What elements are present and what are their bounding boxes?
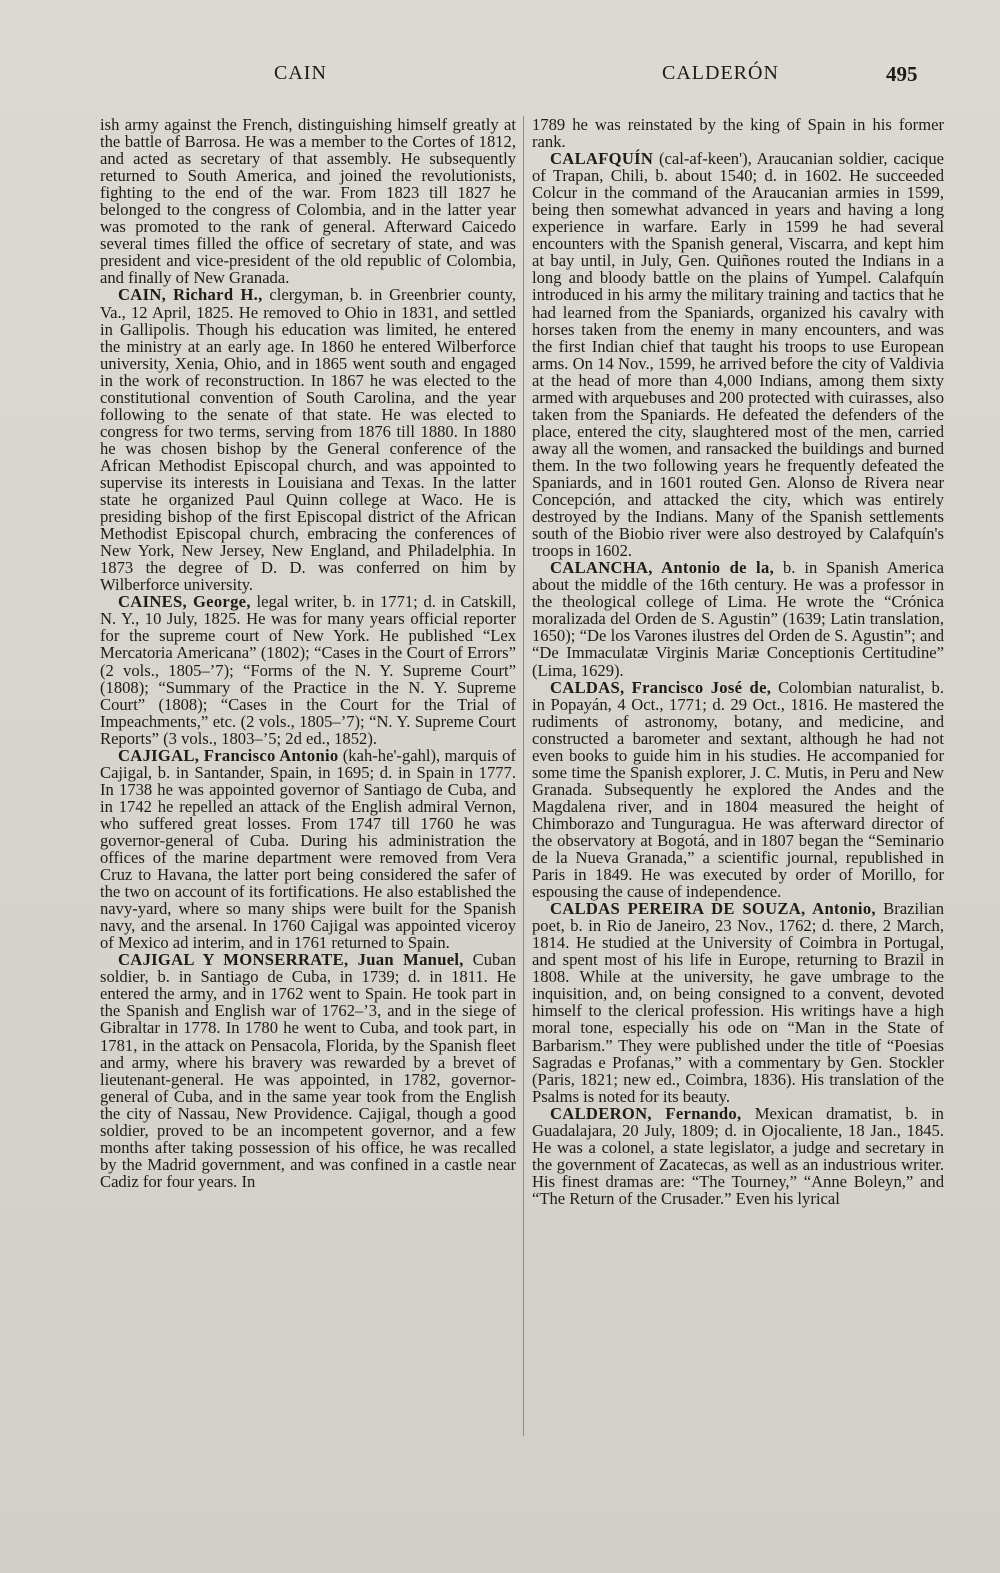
entry-text: Mexican dramatist, b. in Guadalajara, 20 July, 1809; d. in Ojocaliente, 18 Jan., 1845. He was a colonel, a state legislator, a judge and secretary in the government of Zacatecas, as well as an industrious writer. His finest dramas are: “The Tourney,” “Anne Boleyn,” and “The Return of the Crusader.” Even his lyrical xyxy=(532,1103,944,1208)
entry-text: (cal-af-keen'), Araucanian soldier, cacique of Trapan, Chili, b. about 1540; d. in 1602. He succeeded Colcur in the command of the Araucanian armies in 1599, being then somewhat advanced in years and having a long experience in warfare. Early in 1599 he had several encounters with the Spanish general, Viscarra, and kept him at bay until, in July, Gen. Quiñones routed the Indians in a long and bloody battle on the plains of Yumpel. Calafquín introduced in his army the military training and tactics that he had learned from the Spaniards, organized his cavalry with horses taken from the enemy in many encounters, and was the first Indian chief that taught his troops to use European arms. On 14 Nov., 1599, he arrived before the city of Valdivia at the head of more than 4,000 Indians, among them sixty armed with arquebuses and 200 protected with cuirasses, also taken from the Spaniards. He defeated the defenders of the place, entered the city, slaughtered most of the men, carried away all the women, and ransacked the buildings and burned them. In the two following years he frequently defeated the Spaniards, and in 1601 routed Gen. Alonso de Rivera near Concepción, and attacked the city, which was entirely destroyed by the Indians. Many of the Spanish settlements south of the Biobio river were also destroyed by Calafquín's troops in 1602. xyxy=(532,149,944,561)
biography-entry xyxy=(532,150,944,559)
entry-headword: CAINES, George, xyxy=(118,592,251,612)
entry-text: Brazilian poet, b. in Rio de Janeiro, 23 Nov., 1762; d. there, 2 March, 1814. He studied at the University of Coimbra in Portugal, and spent most of his life in Europe, returning to Brazil in 1808. While at the university, he gave umbrage to the inquisition, and, on being consigned to a convent, devoted himself to the clerical profession. His writings have a high moral tone, especially his ode on “Man in the State of Barbarism.” They were published under the title of “Poesias Sagradas e Profanas,” with a commentary by Gen. Stockler (Paris, 1821; new ed., Coimbra, 1836). His translation of the Psalms is noted for its beauty. xyxy=(532,899,944,1106)
biography-entry xyxy=(100,951,516,1190)
entry-text: (kah-he'-gahl), marquis of Cajigal, b. in Santander, Spain, in 1695; d. in Spain in 1777. In 1738 he was appointed governor of Santiago de Cuba, and in 1742 he repelled an attack of the English admiral Vernon, who suffered great losses. From 1747 till 1760 he was governor-general of Cuba. During his administration the offices of the marine department were removed from Vera Cruz to Havana, the latter port being considered the safer of the two on account of its fortifications. He also established the navy-yard, where so many ships were built for the Spanish navy, and the arsenal. In 1760 Cajigal was appointed viceroy of Mexico ad interim, and in 1761 returned to Spain. xyxy=(100,745,516,953)
biography-entry xyxy=(100,286,516,593)
biography-entry xyxy=(532,559,944,678)
entry-text: Cuban soldier, b. in Santiago de Cuba, in 1739; d. in 1811. He entered the army, and in 1762 went to Spain. He took part in the Spanish and English war of 1762–’3, and in the siege of Gibraltar in 1778. In 1780 he went to Cuba, and took part, in 1781, in the attack on Pensacola, Florida, by the Spanish fleet and army, where his bravery was rewarded by a brevet of lieutenant-general. He was appointed, in 1782, governor-general of Cuba, and in the same year took from the English the city of Nassau, New Providence. Cajigal, though a good soldier, proved to be an incompetent governor, and a few months after taking possession of his office, he was recalled by the Madrid government, and was confined in a castle near Cadiz for four years. In xyxy=(100,950,516,1191)
entry-headword: CAJIGAL, Francisco Antonio xyxy=(118,745,339,765)
entry-headword: CALDERON, Fernando, xyxy=(550,1103,742,1123)
header-left-word: CAIN xyxy=(274,62,327,84)
biography-entry xyxy=(532,1105,944,1207)
entry-text: clergyman, b. in Greenbrier county, Va., 12 April, 1825. He removed to Ohio in 1831, and settled in Gallipolis. Though his education was limited, he entered the ministry at an early age. In 1860 he entered Wilberforce university, Xenia, Ohio, and in 1865 went south and engaged in the work of reconstruction. In 1867 he was elected to the constitutional convention of South Carolina, and the year following to the senate of that state. He was elected to congress for two terms, serving from 1876 till 1880. In 1880 he was chosen bishop by the General conference of the African Methodist Episcopal church, and was appointed to supervise its interests in Louisiana and Texas. In the latter state he organized Paul Quinn college at Waco. He is presiding bishop of the first Episcopal district of the African Methodist Episcopal church, embracing the conferences of New York, New Jersey, New England, and Philadelphia. In 1873 the degree of D. D. was conferred on him by Wilberforce university. xyxy=(100,285,516,595)
running-header xyxy=(0,62,1000,92)
continued-paragraph xyxy=(100,116,516,286)
entry-headword: CALDAS PEREIRA DE SOUZA, Antonio, xyxy=(550,899,876,919)
entry-headword: CALANCHA, Antonio de la, xyxy=(550,558,775,578)
entry-text: ish army against the French, distinguishing himself greatly at the battle of Barrosa. He was a member to the Cortes of 1812, and acted as secretary of that assembly. He subsequently returned to South America, and joined the revolutionists, fighting to the end of the war. From 1823 till 1827 he belonged to the congress of Colombia, and in the latter year was promoted to the rank of general. Afterward Caicedo several times filled the office of secretary of state, and was president and vice-president of the old republic of Colombia, and finally of New Granada. xyxy=(100,115,516,288)
entry-text: b. in Spanish America about the middle of the 16th century. He was a professor in the theological college of Lima. He wrote the “Crónica moralizada del Orden de S. Agustin” (1639; Latin translation, 1650); “De los Varones ilustres del Orden de S. Agustin”; and “De Immaculatæ Virginis Mariæ Conceptionis Certitudine” (Lima, 1629). xyxy=(532,558,944,680)
biography-entry xyxy=(100,747,516,952)
header-right-word: CALDERÓN xyxy=(662,62,779,84)
biography-entry xyxy=(532,679,944,901)
entry-text: 1789 he was reinstated by the king of Spain in his former rank. xyxy=(532,115,944,152)
entry-text: Colombian naturalist, b. in Popayán, 4 Oct., 1771; d. 29 Oct., 1816. He mastered the rudiments of astronomy, botany, and medicine, and constructed a barometer and sextant, although he had not even books to guide him in his studies. He accompanied for some time the Spanish explorer, J. C. Mutis, in Peru and New Granada. Subsequently he explored the Andes and the Magdalena river, and in 1804 measured the height of Chimborazo and Tunguragua. He was afterward director of the observatory at Bogotá, and in 1807 began the “Seminario de la Nueva Granada,” a scientific journal, republished in Paris in 1849. He was executed by order of Morillo, for espousing the cause of independence. xyxy=(532,677,944,902)
entry-text: legal writer, b. in 1771; d. in Catskill, N. Y., 10 July, 1825. He was for many years official reporter for the supreme court of New York. He published “Lex Mercatoria Americana” (1802); “Cases in the Court of Errors” (2 vols., 1805–’7); “Forms of the N. Y. Supreme Court” (1808); “Summary of the Practice in the N. Y. Supreme Court” (1808); “Cases in the Court for the Trial of Impeachments,” etc. (2 vols., 1805–’7); “N. Y. Supreme Court Reports” (3 vols., 1803–’5; 2d ed., 1852). xyxy=(100,592,516,748)
left-column xyxy=(100,116,516,1190)
continued-paragraph xyxy=(532,116,944,150)
biography-entry xyxy=(532,900,944,1105)
right-column xyxy=(532,116,944,1207)
column-divider xyxy=(523,116,524,1436)
entry-headword: CAJIGAL Y MONSERRATE, Juan Manuel, xyxy=(118,950,464,970)
entry-headword: CALDAS, Francisco José de, xyxy=(550,677,772,697)
page-number: 495 xyxy=(886,62,918,86)
biography-entry xyxy=(100,593,516,746)
entry-headword: CALAFQUÍN xyxy=(550,149,654,169)
entry-headword: CAIN, Richard H., xyxy=(118,285,263,305)
